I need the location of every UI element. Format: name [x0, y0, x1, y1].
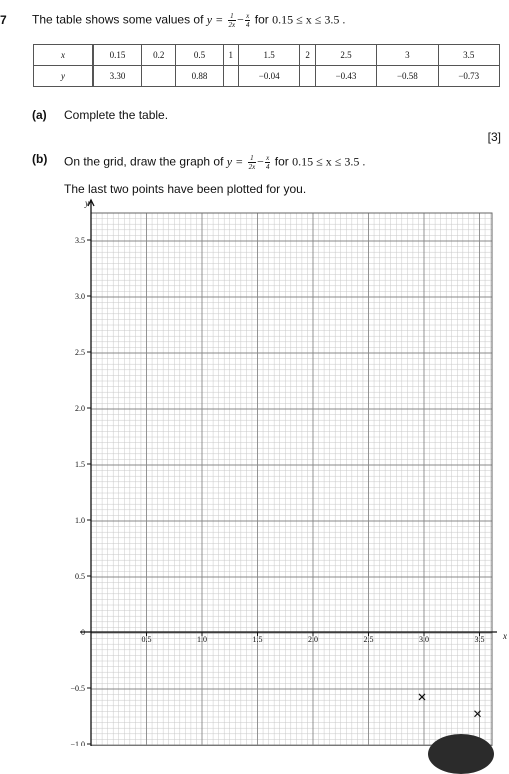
for-word: for: [274, 154, 289, 169]
question-number: 7: [0, 13, 7, 27]
y-axis-label: y: [85, 198, 89, 208]
x-tick-label: 1.5: [252, 635, 263, 644]
part-a-text: Complete the table.: [64, 108, 169, 122]
floating-action-button[interactable]: [428, 734, 494, 774]
y-tick-label: 2.5: [75, 348, 85, 357]
major-gridlines: [91, 213, 492, 746]
part-a-label: (a): [32, 108, 47, 122]
x-axis-label: x: [503, 631, 507, 641]
minus-sign: −: [257, 154, 264, 169]
fraction-denominator: 4: [265, 163, 270, 171]
part-b-note: The last two points have been plotted for you.: [64, 182, 307, 196]
intro-text: The table shows some values of: [32, 12, 204, 27]
x-tick-label: 3.5: [474, 635, 485, 644]
table-cell: −0.58: [377, 66, 438, 87]
equation-lhs: y =: [226, 154, 244, 169]
y-tick-label: 2.0: [75, 404, 85, 413]
y-tick-label: 0: [81, 628, 85, 637]
table-cell: 1.5: [238, 45, 299, 66]
y-tick-label: −1.0: [70, 740, 85, 746]
table-cell: 2: [300, 45, 315, 66]
fraction-denominator: 2x: [248, 163, 256, 171]
fraction-numerator: 1: [248, 154, 257, 163]
fraction-numerator: x: [266, 154, 270, 162]
table-header-y: y: [34, 66, 94, 87]
table-cell: 3.5: [438, 45, 499, 66]
table-cell: 0.15: [93, 45, 142, 66]
part-b-instruction: On the grid, draw the graph of: [64, 154, 224, 169]
grid-border: [91, 213, 492, 746]
table-cell: 3.30: [93, 66, 142, 87]
minor-gridlines: [91, 213, 492, 746]
x-tick-label: 2.0: [308, 635, 318, 644]
fraction-denominator: 4: [245, 21, 250, 29]
y-tick-label: −0.5: [70, 684, 85, 693]
marks-label: [3]: [487, 130, 501, 144]
fraction-denominator: 2x: [228, 21, 236, 29]
y-tick-label: 1.0: [75, 516, 85, 525]
table-cell: 3: [377, 45, 438, 66]
table-cell: −0.04: [238, 66, 299, 87]
table-cell: 0.5: [176, 45, 223, 66]
table-cell: −0.73: [438, 66, 499, 87]
domain-condition: 0.15 ≤ x ≤ 3.5 .: [292, 154, 366, 169]
table-cell: 0.88: [176, 66, 223, 87]
table-cell: 2.5: [315, 45, 376, 66]
part-b-label: (b): [32, 152, 48, 166]
for-word: for: [254, 12, 269, 27]
x-tick-label: 0.5: [141, 635, 152, 644]
table-cell: −0.43: [315, 66, 376, 87]
x-tick-label: 2.5: [363, 635, 374, 644]
domain-condition: 0.15 ≤ x ≤ 3.5 .: [272, 12, 346, 27]
axes: [80, 200, 497, 746]
x-tick-label: 1.0: [197, 635, 207, 644]
y-tick-label: 0.5: [75, 572, 85, 581]
fraction-numerator: 1: [228, 12, 237, 21]
minus-sign: −: [237, 12, 244, 27]
y-tick-label: 3.5: [75, 236, 85, 245]
y-tick-label: 3.0: [75, 292, 85, 301]
y-tick-label: 1.5: [75, 460, 85, 469]
equation-lhs: y =: [206, 12, 224, 27]
table-cell: 0.2: [142, 45, 176, 66]
x-tick-label: 3.0: [419, 635, 429, 644]
table-cell: 1: [223, 45, 238, 66]
fraction-numerator: x: [246, 12, 250, 20]
table-header-x: x: [34, 45, 94, 66]
